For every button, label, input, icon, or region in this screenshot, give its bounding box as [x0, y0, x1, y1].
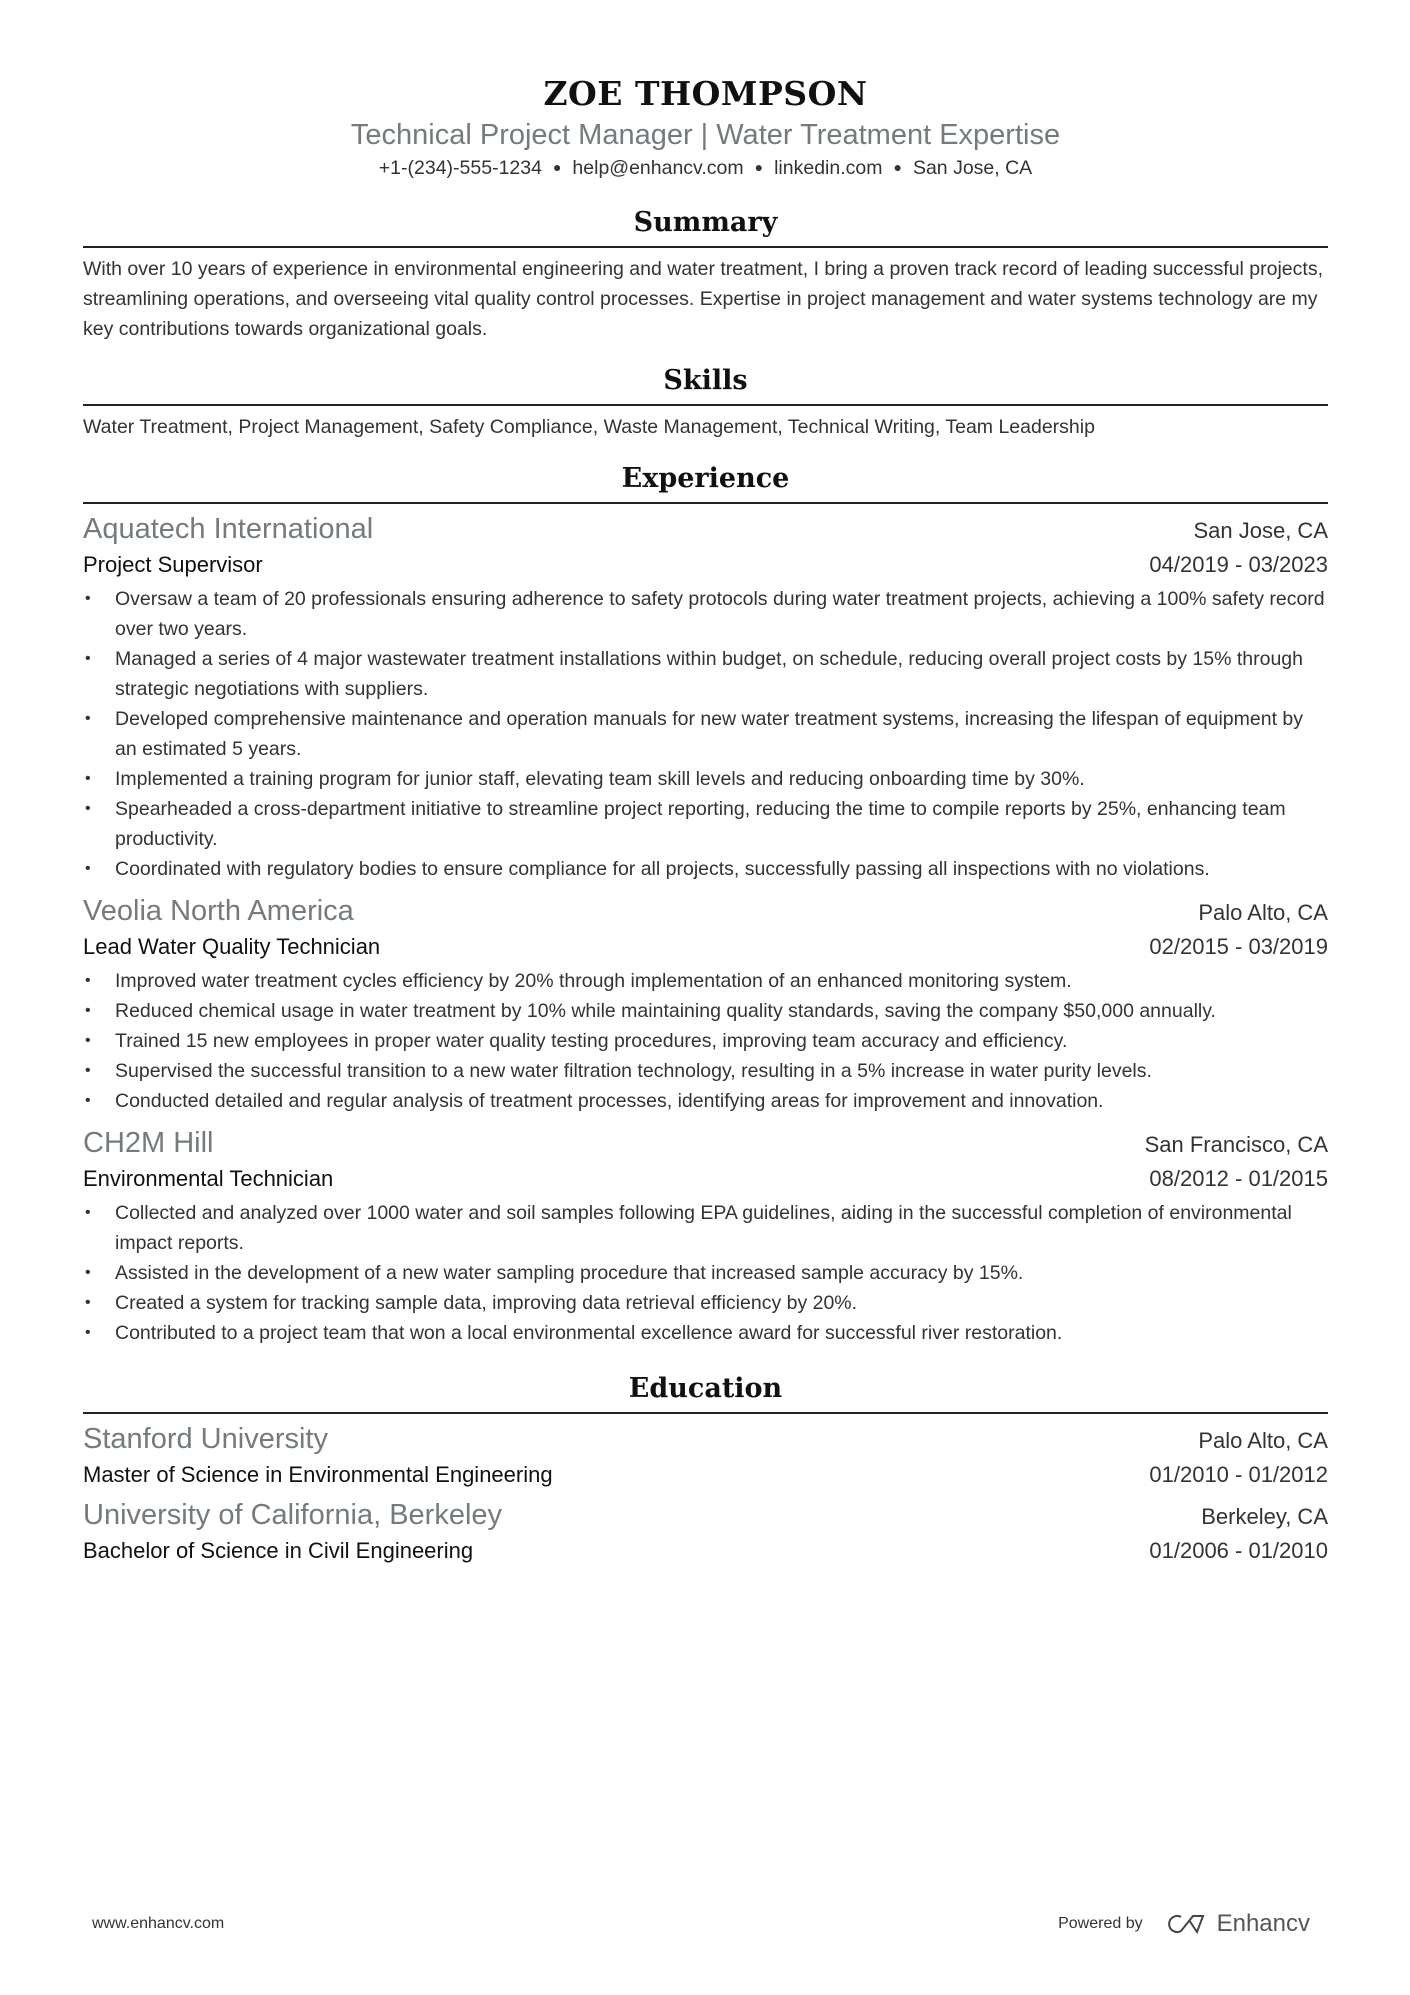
summary-text: With over 10 years of experience in environmental engineering and water treatment, I bring a proven track record of leading successful projects, streamlining operations, and overseeing vital quality control processes. Expertise in project management and water systems technology are my key contributions towards organizational goals.: [83, 258, 1323, 340]
bullet-item: • Supervised the successful transition to a new water filtration technology, resulting in a 5% increase in water purity levels.: [83, 1056, 1328, 1086]
email-link[interactable]: help@enhancv.com: [572, 157, 744, 179]
website-link[interactable]: www.enhancv.com: [92, 1915, 225, 1932]
skills-text: Water Treatment, Project Management, Safety Compliance, Waste Management, Technical Writing, Team Leadership: [83, 416, 1095, 438]
bullet-item: • Trained 15 new employees in proper water quality testing procedures, improving team accuracy and efficiency.: [83, 1026, 1328, 1056]
job-dates: 04/2019 - 03/2023: [1149, 552, 1328, 577]
job-dates: 08/2012 - 01/2015: [1149, 1166, 1328, 1191]
powered-by-label: Powered by: [1058, 1915, 1143, 1932]
brand-name: Enhancv: [1216, 1910, 1310, 1937]
bullet-item: • Improved water treatment cycles efficiency by 20% through implementation of an enhanced monitoring system.: [83, 966, 1328, 996]
location: San Jose, CA: [912, 157, 1033, 179]
separator-dot: ●: [552, 159, 562, 175]
bullet-item: • Spearheaded a cross-department initiative to streamline project reporting, reducing the time to compile reports by 25%, enhancing team productivity.: [83, 794, 1328, 854]
phone: +1-(234)-555-1234: [378, 157, 542, 179]
job-entry: [83, 510, 1328, 884]
job-role: Project Supervisor: [83, 552, 263, 577]
job-bullets: [83, 1198, 1328, 1348]
experience-section: [83, 460, 1328, 1348]
company-name: Aquatech International: [83, 513, 374, 545]
bullet-item: • Implemented a training program for junior staff, elevating team skill levels and reducing onboarding time by 30%.: [83, 764, 1328, 794]
candidate-title: Technical Project Manager | Water Treatment Expertise: [350, 119, 1061, 151]
bullet-item: • Managed a series of 4 major wastewater treatment installations within budget, on schedule, reducing overall project costs by 15% through strategic negotiations with suppliers.: [83, 644, 1328, 704]
job-dates: 02/2015 - 03/2019: [1149, 934, 1328, 959]
school-location: Palo Alto, CA: [1198, 1428, 1328, 1453]
separator-dot: ●: [754, 159, 764, 175]
divider: [83, 404, 1328, 406]
resume: [83, 72, 1328, 1568]
divider: [83, 502, 1328, 504]
education-dates: 01/2006 - 01/2010: [1149, 1538, 1328, 1563]
section-title: Education: [628, 1373, 783, 1404]
education-entry: [83, 1496, 1328, 1568]
education-dates: 01/2010 - 01/2012: [1149, 1462, 1328, 1487]
job-bullets: [83, 966, 1328, 1116]
bullet-item: • Coordinated with regulatory bodies to ensure compliance for all projects, successfully passing all inspections with no violations.: [83, 854, 1328, 884]
bullet-item: • Contributed to a project team that won a local environmental excellence award for successful river restoration.: [83, 1318, 1328, 1348]
bullet-item: • Reduced chemical usage in water treatment by 10% while maintaining quality standards, saving the company $50,000 annually.: [83, 996, 1328, 1026]
bullet-item: • Created a system for tracking sample data, improving data retrieval efficiency by 20%.: [83, 1288, 1328, 1318]
job-entry: [83, 1124, 1328, 1348]
job-role: Environmental Technician: [83, 1166, 334, 1191]
summary-section: [83, 204, 1328, 344]
bullet-item: • Assisted in the development of a new water sampling procedure that increased sample accuracy by 15%.: [83, 1258, 1328, 1288]
enhancv-logo-icon: [1167, 1912, 1207, 1936]
school-name: Stanford University: [83, 1423, 328, 1455]
separator-dot: ●: [893, 159, 902, 175]
section-title: Experience: [621, 463, 790, 494]
company-name: CH2M Hill: [83, 1127, 214, 1159]
divider: [83, 246, 1328, 248]
section-title: Summary: [633, 207, 778, 238]
bullet-item: • Oversaw a team of 20 professionals ensuring adherence to safety protocols during water treatment projects, achieving a 100% safety record over two years.: [83, 584, 1328, 644]
company-name: Veolia North America: [83, 895, 354, 927]
contact-info: [83, 153, 1328, 182]
footer: [92, 1910, 1310, 1938]
skills-section: [83, 362, 1328, 442]
job-entry: [83, 892, 1328, 1116]
school-location: Berkeley, CA: [1201, 1504, 1328, 1529]
bullet-item: • Developed comprehensive maintenance and operation manuals for new water treatment systems, increasing the lifespan of equipment by an estimated 5 years.: [83, 704, 1328, 764]
job-bullets: [83, 584, 1328, 884]
bullet-item: • Conducted detailed and regular analysis of treatment processes, identifying areas for improvement and innovation.: [83, 1086, 1328, 1116]
school-name: University of California, Berkeley: [83, 1499, 503, 1531]
job-role: Lead Water Quality Technician: [83, 934, 381, 959]
linkedin-link[interactable]: linkedin.com: [774, 157, 883, 179]
section-title: Skills: [663, 365, 748, 396]
education-entry: [83, 1420, 1328, 1492]
job-location: Palo Alto, CA: [1198, 900, 1328, 925]
bullet-item: • Collected and analyzed over 1000 water and soil samples following EPA guidelines, aiding in the successful completion of environmental impact reports.: [83, 1198, 1328, 1258]
candidate-name: ZOE THOMPSON: [543, 74, 868, 113]
degree: Master of Science in Environmental Engineering: [83, 1462, 553, 1487]
powered-by: [1058, 1910, 1310, 1938]
education-section: [83, 1370, 1328, 1568]
degree: Bachelor of Science in Civil Engineering: [83, 1538, 474, 1563]
job-location: San Francisco, CA: [1144, 1132, 1328, 1157]
divider: [83, 1412, 1328, 1414]
job-location: San Jose, CA: [1193, 518, 1328, 543]
